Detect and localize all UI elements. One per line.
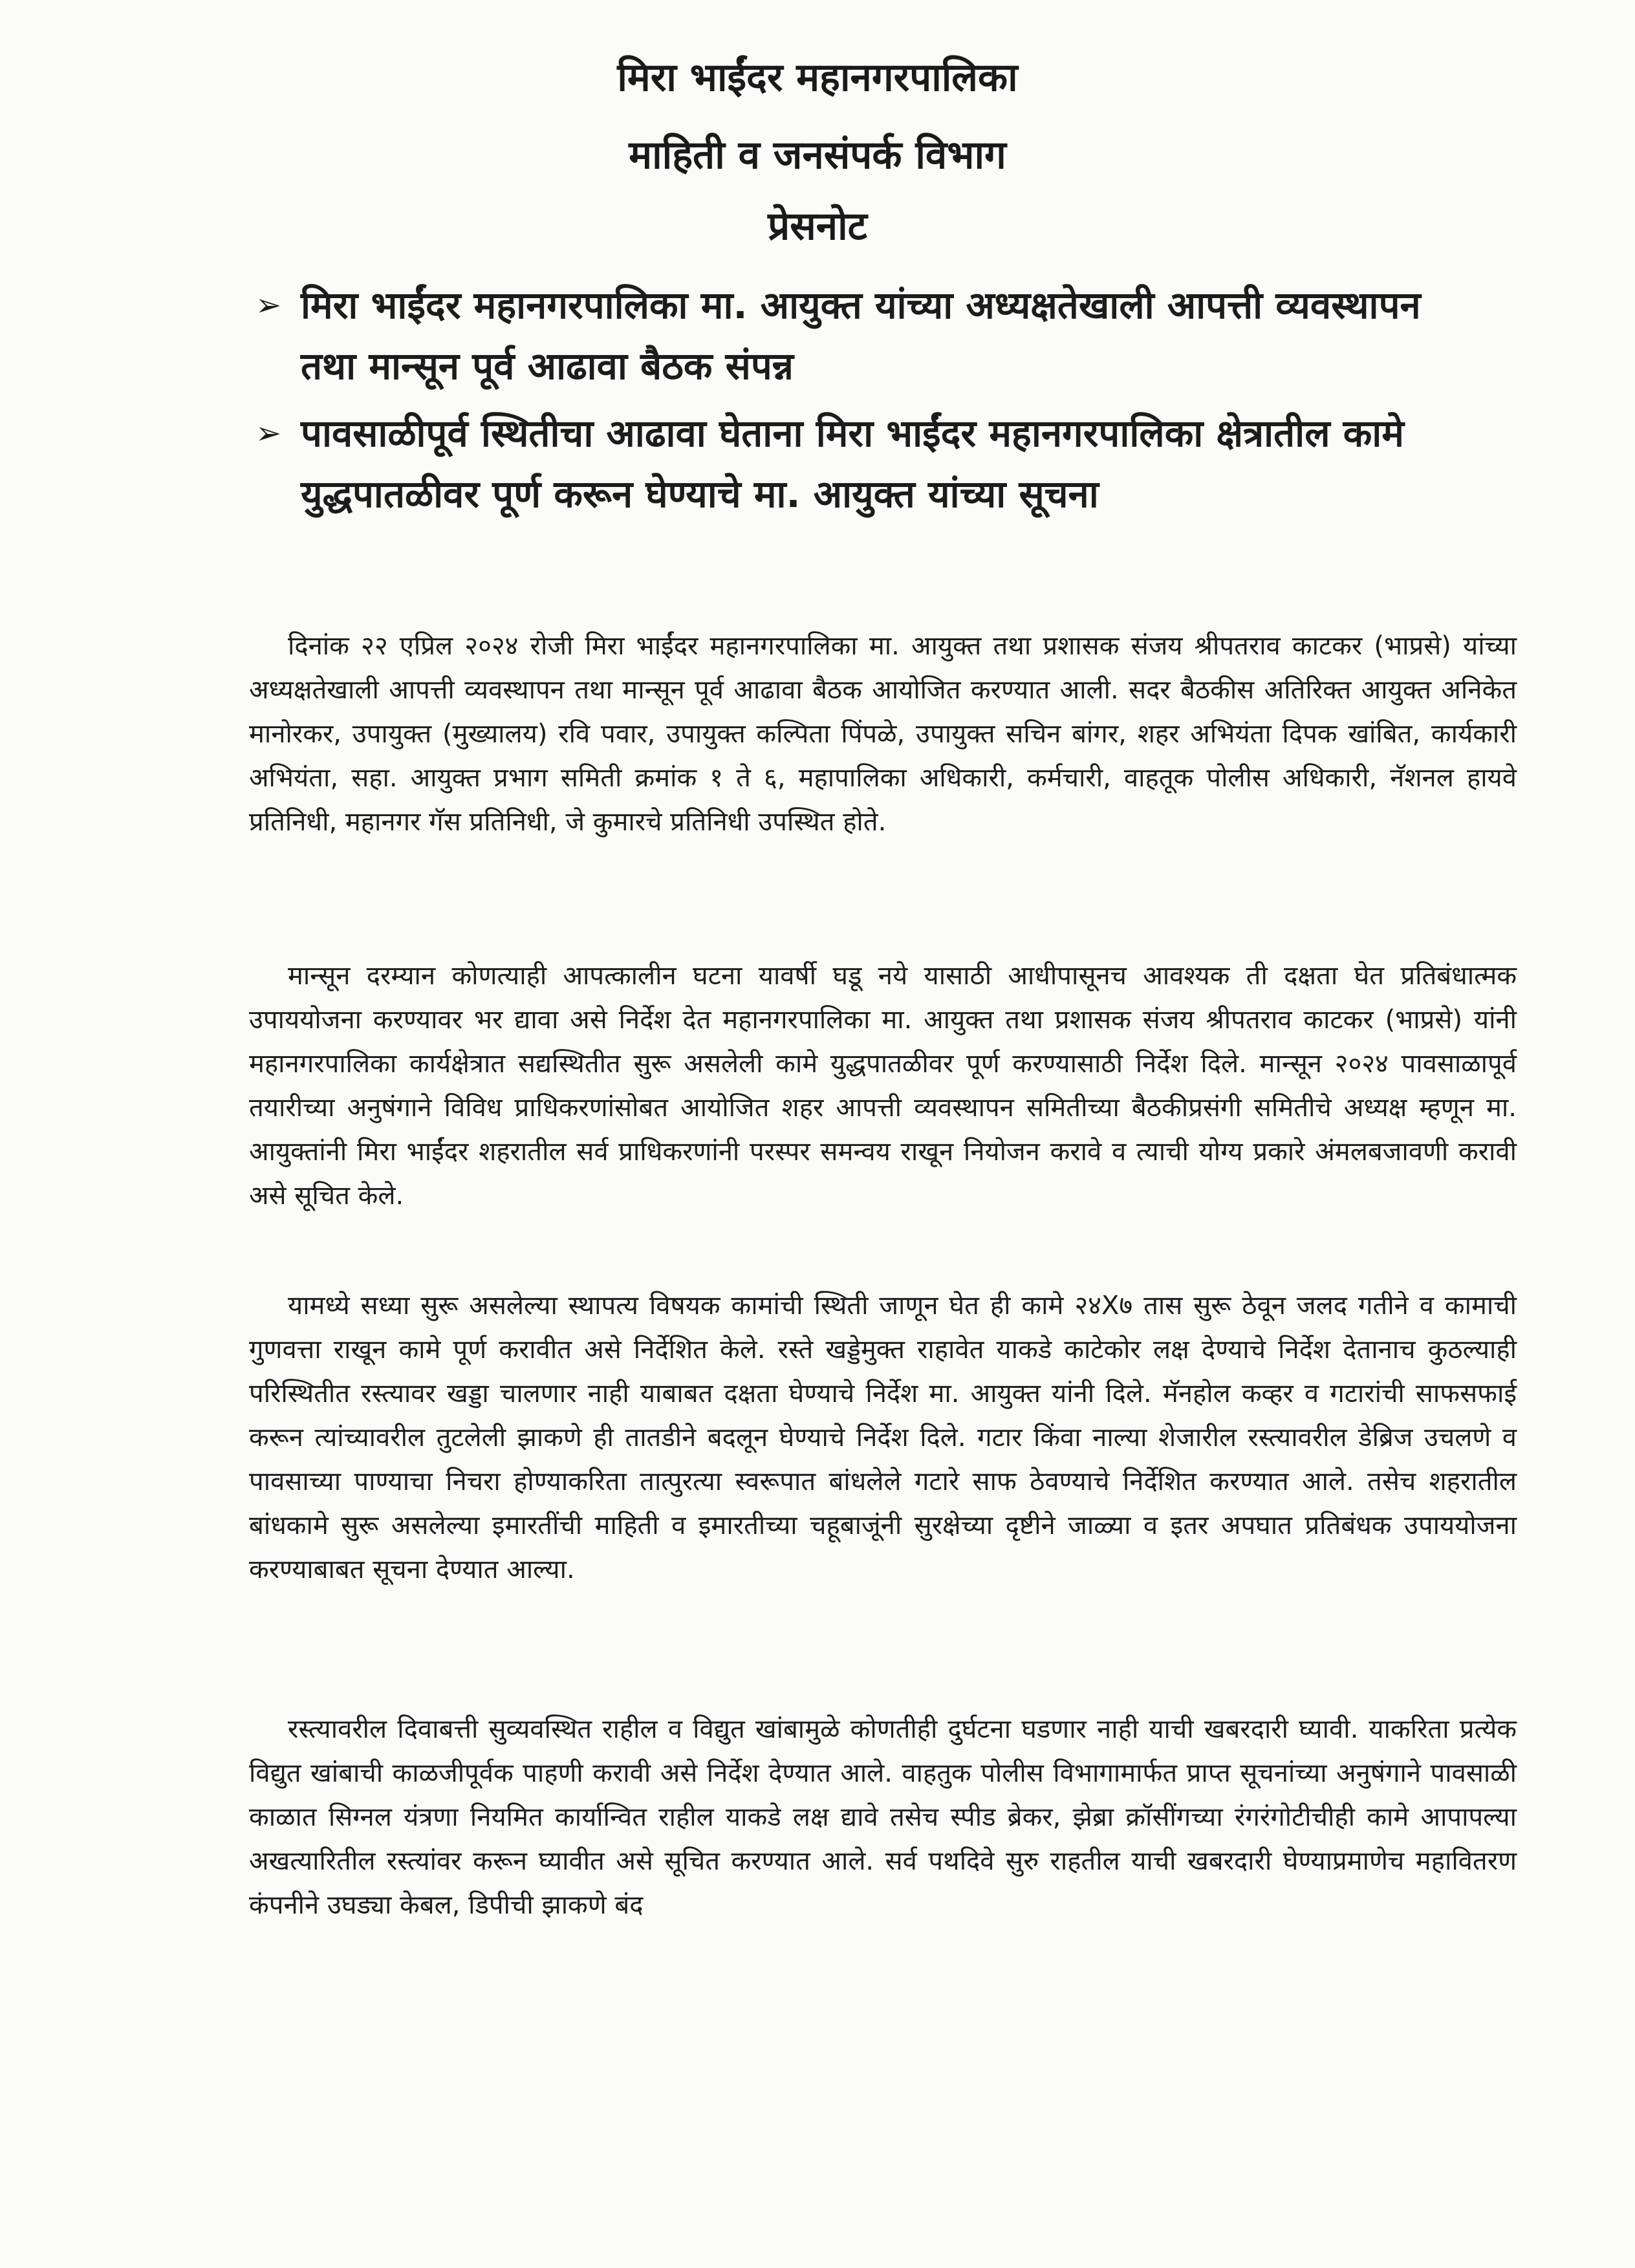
- document-type-title: प्रेसनोट: [768, 204, 867, 249]
- body-paragraph-4: रस्त्यावरील दिवाबत्ती सुव्यवस्थित राहील व विद्युत खांबामुळे कोणतीही दुर्घटना घडणार नाही याची खबरदारी घ्यावी. याकरिता प्रत्येक विद्युत खांबाची काळजीपूर्वक पाहणी करावी असे निर्देश देण्यात आले. वाहतुक पोलीस विभागामार्फत प्राप्त सूचनांच्या अनुषंगाने पावसाळी काळात सिग्नल यंत्रणा नियमित कार्यान्वित राहील याकडे लक्ष द्यावे तसेच स्पीड ब्रेकर, झेब्रा क्रॉसींगच्या रंगरंगोटीचीही कामे आपापल्या अखत्यारितील रस्त्यांवर करून घ्यावीत असे सूचित करण्यात आले. सर्व पथदिवे सुरु राहतील याची खबरदारी घेण्याप्रमाणेच महावितरण कंपनीने उघड्या केबल, डिपीची झाकणे बंद: [249, 1714, 1517, 1920]
- body-paragraph-1: दिनांक २२ एप्रिल २०२४ रोजी मिरा भाईंदर महानगरपालिका मा. आयुक्त तथा प्रशासक संजय श्रीपतराव काटकर (भाप्रसे) यांच्या अध्यक्षतेखाली आपत्ती व्यवस्थापन तथा मान्सून पूर्व आढावा बैठक आयोजित करण्यात आली. सदर बैठकीस अतिरिक्त आयुक्त अनिकेत मानोरकर, उपायुक्त (मुख्यालय) रवि पवार, उपायुक्त कल्पिता पिंपळे, उपायुक्त सचिन बांगर, शहर अभियंता दिपक खांबित, कार्यकारी अभियंता, सहा. आयुक्त प्रभाग समिती क्रमांक १ ते ६, महापालिका अधिकारी, कर्मचारी, वाहतूक पोलीस अधिकारी, नॅशनल हायवे प्रतिनिधी, महानगर गॅस प्रतिनिधी, जे कुमारचे प्रतिनिधी उपस्थित होते.: [249, 631, 1517, 837]
- department-title: माहिती व जनसंपर्क विभाग: [629, 133, 1006, 178]
- body-paragraph-2: मान्सून दरम्यान कोणत्याही आपत्कालीन घटना यावर्षी घडू नये यासाठी आधीपासूनच आवश्यक ती दक्षता घेत प्रतिबंधात्मक उपाययोजना करण्यावर भर द्यावा असे निर्देश देत महानगरपालिका मा. आयुक्त तथा प्रशासक संजय श्रीपतराव काटकर (भाप्रसे) यांनी महानगरपालिका कार्यक्षेत्रात सद्यस्थितीत सुरू असलेली कामे युद्धपातळीवर पूर्ण करण्यासाठी निर्देश दिले. मान्सून २०२४ पावसाळापूर्व तयारीच्या अनुषंगाने विविध प्राधिकरणांसोबत आयोजित शहर आपत्ती व्यवस्थापन समितीच्या बैठकीप्रसंगी समितीचे अध्यक्ष म्हणून मा. आयुक्तांनी मिरा भाईंदर शहरातील सर्व प्राधिकरणांनी परस्पर समन्वय राखून नियोजन करावे व त्याची योग्य प्रकारे अंमलबजावणी करावी असे सूचित केले.: [249, 961, 1517, 1211]
- headline-bullet-1: [255, 275, 1484, 396]
- body-paragraph-3: यामध्ये सध्या सुरू असलेल्या स्थापत्य विषयक कामांची स्थिती जाणून घेत ही कामे २४X७ तास सुरू ठेवून जलद गतीने व कामाची गुणवत्ता राखून कामे पूर्ण करावीत असे निर्देशित केले. रस्ते खड्डेमुक्त राहावेत याकडे काटेकोर लक्ष देण्याचे निर्देश देतानाच कुठल्याही परिस्थितीत रस्त्यावर खड्डा चालणार नाही याबाबत दक्षता घेण्याचे निर्देश मा. आयुक्त यांनी दिले. मॅनहोल कव्हर व गटारांची साफसफाई करून त्यांच्यावरील तुटलेली झाकणे ही तातडीने बदलून घेण्याचे निर्देश दिले. गटार किंवा नाल्या शेजारील रस्त्यावरील डेब्रिज उचलणे व पावसाच्या पाण्याचा निचरा होण्याकरिता तात्पुरत्या स्वरूपात बांधलेले गटारे साफ ठेवण्याचे निर्देशित करण्यात आले. तसेच शहरातील बांधकामे सुरू असलेल्या इमारतींची माहिती व इमारतीच्या चहूबाजूंनी सुरक्षेच्या दृष्टीने जाळ्या व इतर अपघात प्रतिबंधक उपाययोजना करण्याबाबत सूचना देण्यात आल्या.: [249, 1291, 1517, 1584]
- headline-bullet-text: मिरा भाईंदर महानगरपालिका मा. आयुक्त यांच्या अध्यक्षतेखाली आपत्ती व्यवस्थापन तथा मान्सून पूर्व आढावा बैठक संपन्न: [301, 283, 1421, 388]
- headline-bullet-2: [255, 403, 1484, 524]
- arrow-bullet-icon: ➢: [255, 415, 282, 451]
- headline-bullets: [255, 275, 1484, 531]
- organization-title: मिरा भाईंदर महानगरपालिका: [617, 55, 1018, 100]
- headline-bullet-text: पावसाळीपूर्व स्थितीचा आढावा घेताना मिरा भाईंदर महानगरपालिका क्षेत्रातील कामे युद्धपातळीवर पूर्ण करून घेण्याचे मा. आयुक्त यांच्या सूचना: [301, 411, 1404, 516]
- arrow-bullet-icon: ➢: [255, 287, 282, 323]
